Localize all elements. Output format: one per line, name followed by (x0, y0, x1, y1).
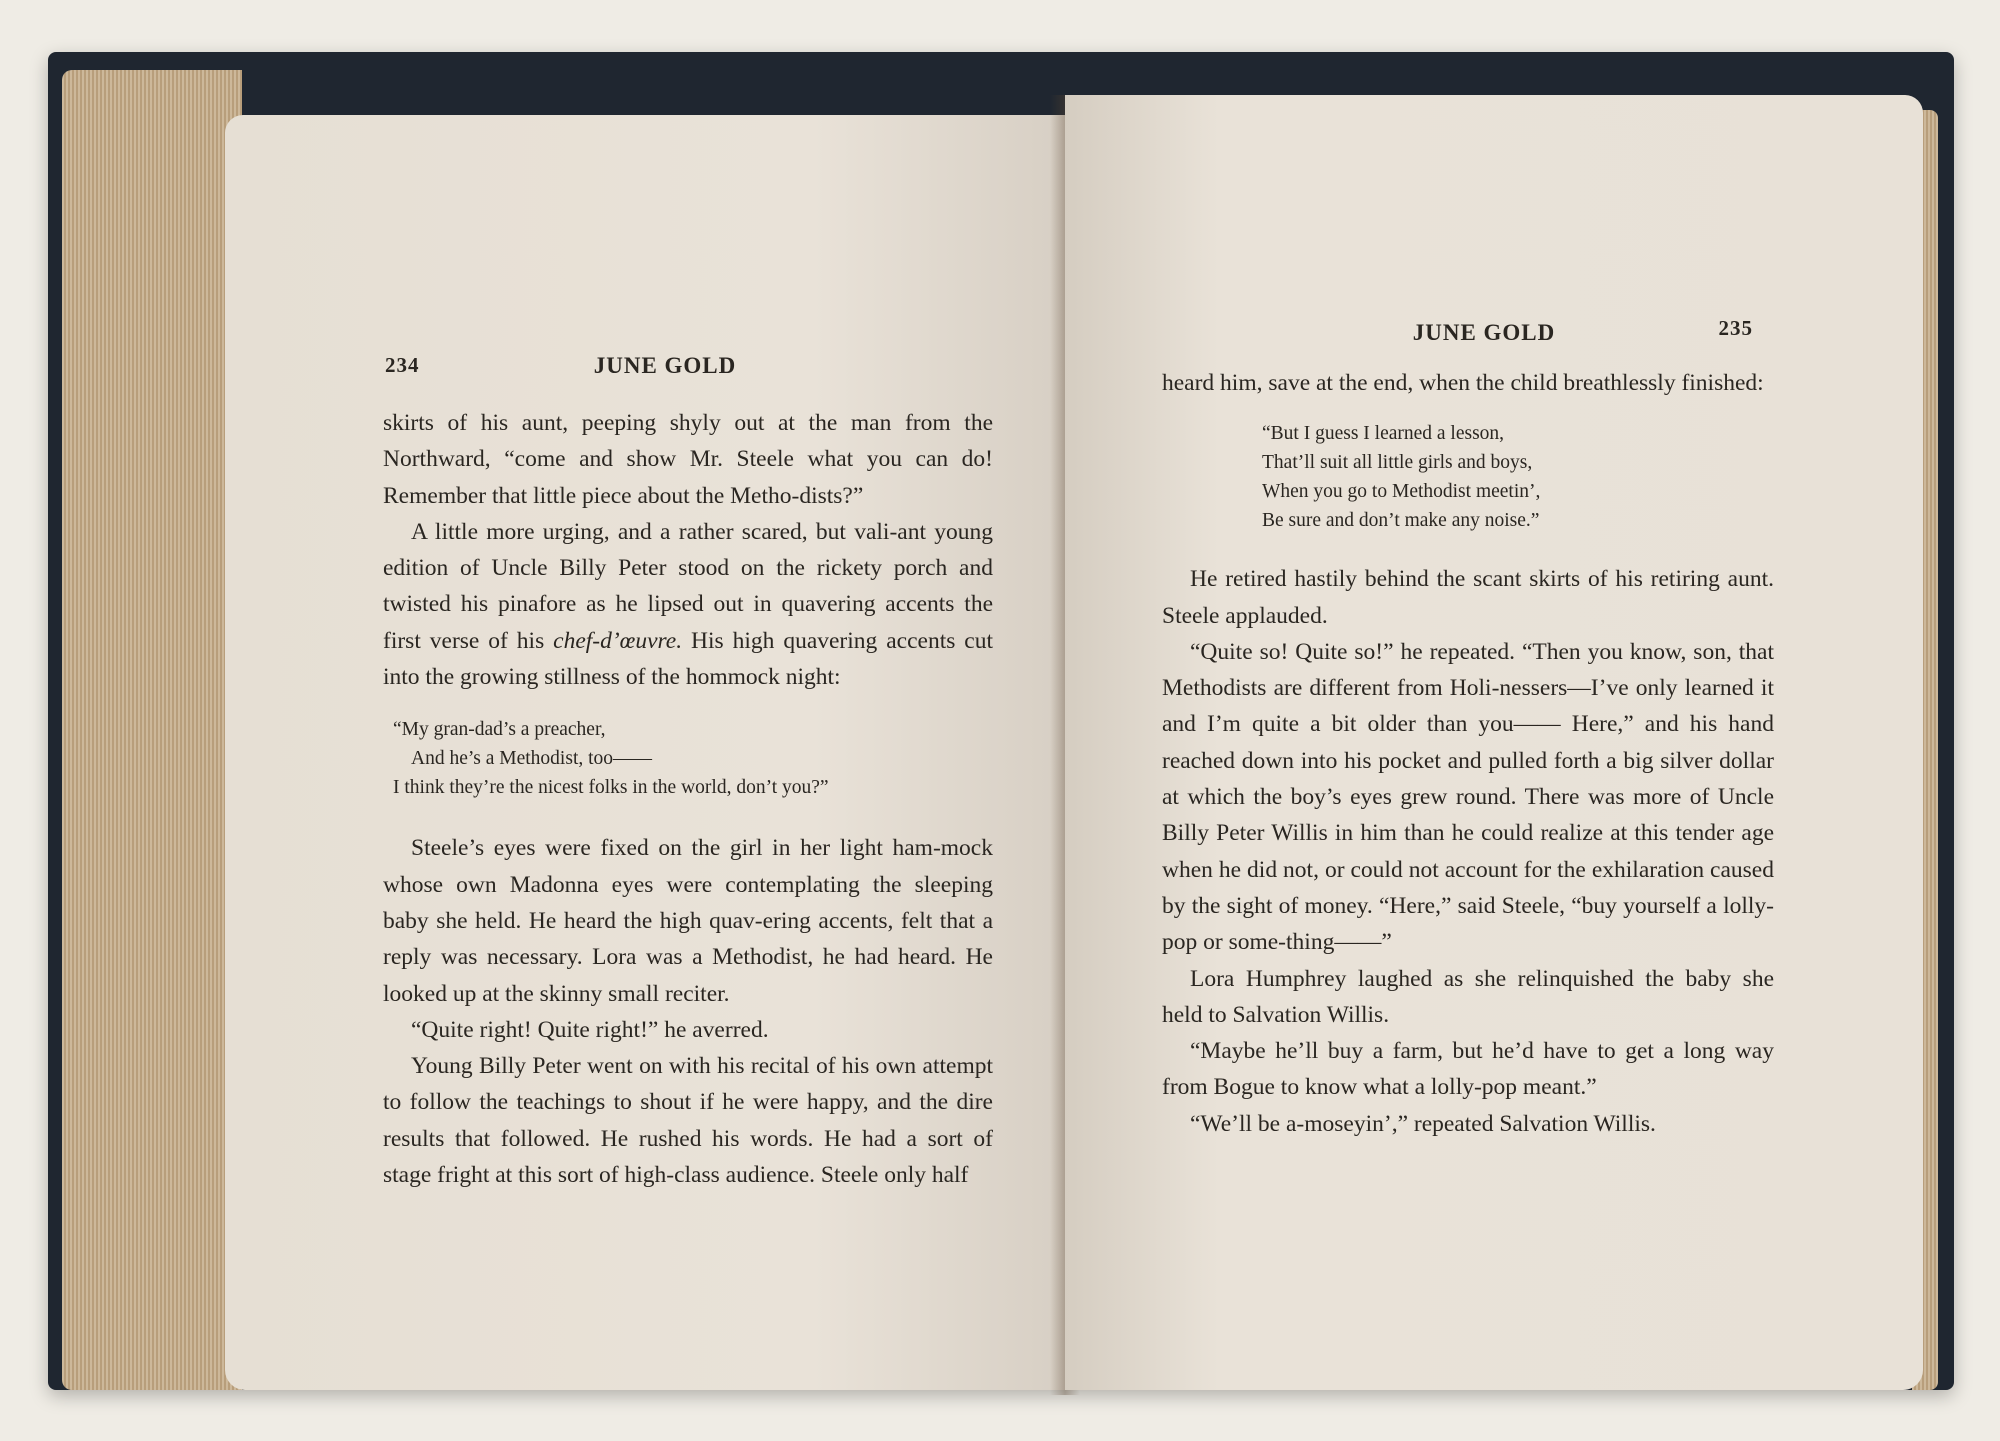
right-page (1065, 95, 1923, 1390)
left-page-number: 234 (385, 353, 420, 377)
italic-phrase: chef-d’œuvre. (553, 627, 683, 654)
left-paragraph-2-start: A little more urging, and a rather scared, but vali-ant young edition of Uncle Billy Peter stood on the rickety porch and twisted his pinafore as he lipsed out in quavering accents the first verse of his (383, 518, 993, 654)
verse-line: And he’s a Methodist, too—— (411, 748, 653, 770)
right-running-title: JUNE GOLD (1412, 320, 1556, 345)
verse-line: Be sure and don’t make any noise.” (1262, 510, 1540, 532)
right-paragraph-4: Lora Humphrey laughed as she relinquished the baby she held to Salvation Willis. (1162, 965, 1774, 1028)
left-running-title: JUNE GOLD (593, 353, 737, 378)
right-page-number: 235 (1718, 316, 1753, 340)
verse-line: “But I guess I learned a lesson, (1262, 423, 1505, 445)
right-page-body (1162, 365, 1774, 1142)
left-paragraph-4: “Quite right! Quite right!” he averred. (411, 1016, 769, 1043)
right-verse (1262, 419, 1774, 535)
left-page-body (383, 405, 993, 1193)
right-paragraph-3: “Quite so! Quite so!” he repeated. “Then you know, son, that Methodists are different from Holi-nessers—I’ve only learned it and I’m quite a bit older than you—— Here,” and his hand reached down into his pocket and pulled forth a big silver dollar at which the boy’s eyes grew round. There was more of Uncle Billy Peter Willis in him than he could realize at this tender age when he did not, or could not account for the exhilaration caused by the sight of money. “Here,” said Steele, “buy yourself a lolly-pop or some-thing——” (1162, 638, 1774, 956)
verse-line: I think they’re the nicest folks in the world, don’t you?” (393, 777, 829, 799)
left-page (225, 115, 1065, 1390)
left-verse (393, 715, 993, 802)
right-paragraph-6: “We’ll be a-moseyin’,” repeated Salvation Willis. (1190, 1110, 1656, 1137)
right-paragraph-1: heard him, save at the end, when the child breathlessly finished: (1162, 370, 1764, 396)
left-paragraph-2 (383, 514, 993, 695)
left-paragraph-2-end: His high quavering accents cut into the growing stillness of the hommock night: (383, 627, 993, 691)
verse-line: When you go to Methodist meetin’, (1262, 481, 1541, 503)
right-paragraph-5: “Maybe he’ll buy a farm, but he’d have to get a long way from Bogue to know what a lolly-pop meant.” (1162, 1038, 1774, 1101)
right-paragraph-2: He retired hastily behind the scant skirts of his retiring aunt. Steele applauded. (1162, 566, 1774, 629)
verse-line: “My gran-dad’s a preacher, (393, 719, 606, 741)
left-paragraph-5: Young Billy Peter went on with his recital of his own attempt to follow the teachings to shout if he were happy, and the dire results that followed. He rushed his words. He had a sort of stage fright at this sort of high-class audience. Steele only half (383, 1053, 993, 1189)
verse-line: That’ll suit all little girls and boys, (1262, 452, 1533, 474)
left-paragraph-1: skirts of his aunt, peeping shyly out at the man from the Northward, “come and show Mr. Steele what you can do! Remember that little piece about the Metho-dists?” (383, 410, 993, 509)
page-edges-left (62, 70, 242, 1390)
left-paragraph-3: Steele’s eyes were fixed on the girl in her light ham-mock whose own Madonna eyes were contemplating the sleeping baby she held. He heard the high quav-ering accents, felt that a reply was necessary. Lora was a Methodist, he had heard. He looked up at the skinny small reciter. (383, 835, 993, 1007)
